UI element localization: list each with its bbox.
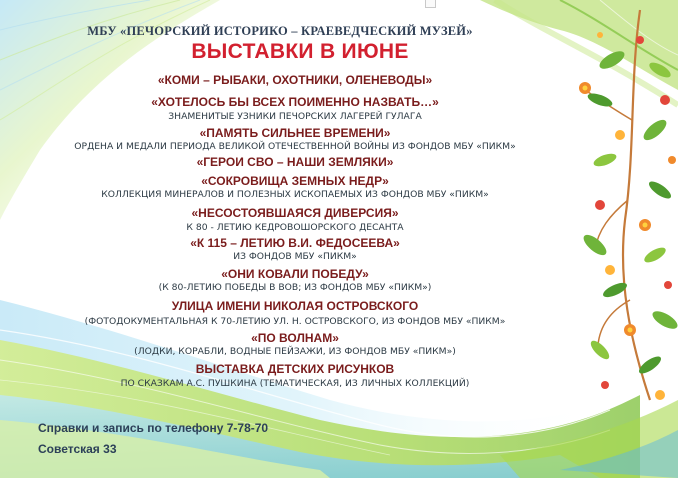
exhibition-subtitle: ОРДЕНА И МЕДАЛИ ПЕРИОДА ВЕЛИКОЙ ОТЕЧЕСТВЕННОЙ ВОЙНЫ ИЗ ФОНДОВ МБУ «ПИКМ» <box>74 141 516 152</box>
exhibition-title: «ГЕРОИ СВО – НАШИ ЗЕМЛЯКИ» <box>196 155 394 169</box>
exhibition-title: «СОКРОВИЩА ЗЕМНЫХ НЕДР» <box>201 174 389 188</box>
exhibition-subtitle: ИЗ ФОНДОВ МБУ «ПИКМ» <box>233 251 357 262</box>
exhibition-title: УЛИЦА ИМЕНИ НИКОЛАЯ ОСТРОВСКОГО <box>171 299 419 313</box>
exhibition-subtitle: К 80 - ЛЕТИЮ КЕДРОВОШОРСКОГО ДЕСАНТА <box>186 222 404 233</box>
exhibition-title: «ПАМЯТЬ СИЛЬНЕЕ ВРЕМЕНИ» <box>199 126 391 140</box>
exhibition-subtitle: (К 80-ЛЕТИЮ ПОБЕДЫ В ВОВ; ИЗ ФОНДОВ МБУ «ПИКМ») <box>158 282 432 293</box>
exhibition-title: ВЫСТАВКА ДЕТСКИХ РИСУНКОВ <box>195 362 395 376</box>
exhibition-subtitle: ПО СКАЗКАМ А.С. ПУШКИНА (ТЕМАТИЧЕСКАЯ, ИЗ ЛИЧНЫХ КОЛЛЕКЦИЙ) <box>120 378 470 389</box>
contact-phone: Справки и запись по телефону 7-78-70 <box>38 421 269 435</box>
exhibition-subtitle: (ЛОДКИ, КОРАБЛИ, ВОДНЫЕ ПЕЙЗАЖИ, ИЗ ФОНДОВ МБУ «ПИКМ») <box>134 346 456 357</box>
floral-branch <box>579 10 678 400</box>
exhibition-title: «К 115 – ЛЕТИЮ В.И. ФЕДОСЕЕВА» <box>190 236 400 250</box>
exhibition-title: «ОНИ КОВАЛИ ПОБЕДУ» <box>221 267 369 281</box>
exhibition-subtitle: КОЛЛЕКЦИЯ МИНЕРАЛОВ И ПОЛЕЗНЫХ ИСКОПАЕМЫХ ИЗ ФОНДОВ МБУ «ПИКМ» <box>101 189 489 200</box>
contact-address: Советская 33 <box>38 442 117 456</box>
museum-header: МБУ «ПЕЧОРСКИЙ ИСТОРИКО – КРАЕВЕДЧЕСКИЙ МУЗЕЙ» <box>87 24 473 38</box>
exhibition-title: «КОМИ – РЫБАКИ, ОХОТНИКИ, ОЛЕНЕВОДЫ» <box>157 73 433 87</box>
top-marker <box>425 0 436 8</box>
exhibition-title: «НЕСОСТОЯВШАЯСЯ ДИВЕРСИЯ» <box>191 206 399 220</box>
exhibition-subtitle: (ФОТОДОКУМЕНТАЛЬНАЯ К 70-ЛЕТИЮ УЛ. Н. ОСТРОВСКОГО, ИЗ ФОНДОВ МБУ «ПИКМ» <box>84 316 506 327</box>
exhibition-title: «ХОТЕЛОСЬ БЫ ВСЕХ ПОИМЕННО НАЗВАТЬ…» <box>151 95 439 109</box>
exhibition-title: «ПО ВОЛНАМ» <box>251 331 339 345</box>
poster-title: ВЫСТАВКИ В ИЮНЕ <box>191 40 409 63</box>
exhibition-subtitle: ЗНАМЕНИТЫЕ УЗНИКИ ПЕЧОРСКИХ ЛАГЕРЕЙ ГУЛАГА <box>168 111 422 122</box>
